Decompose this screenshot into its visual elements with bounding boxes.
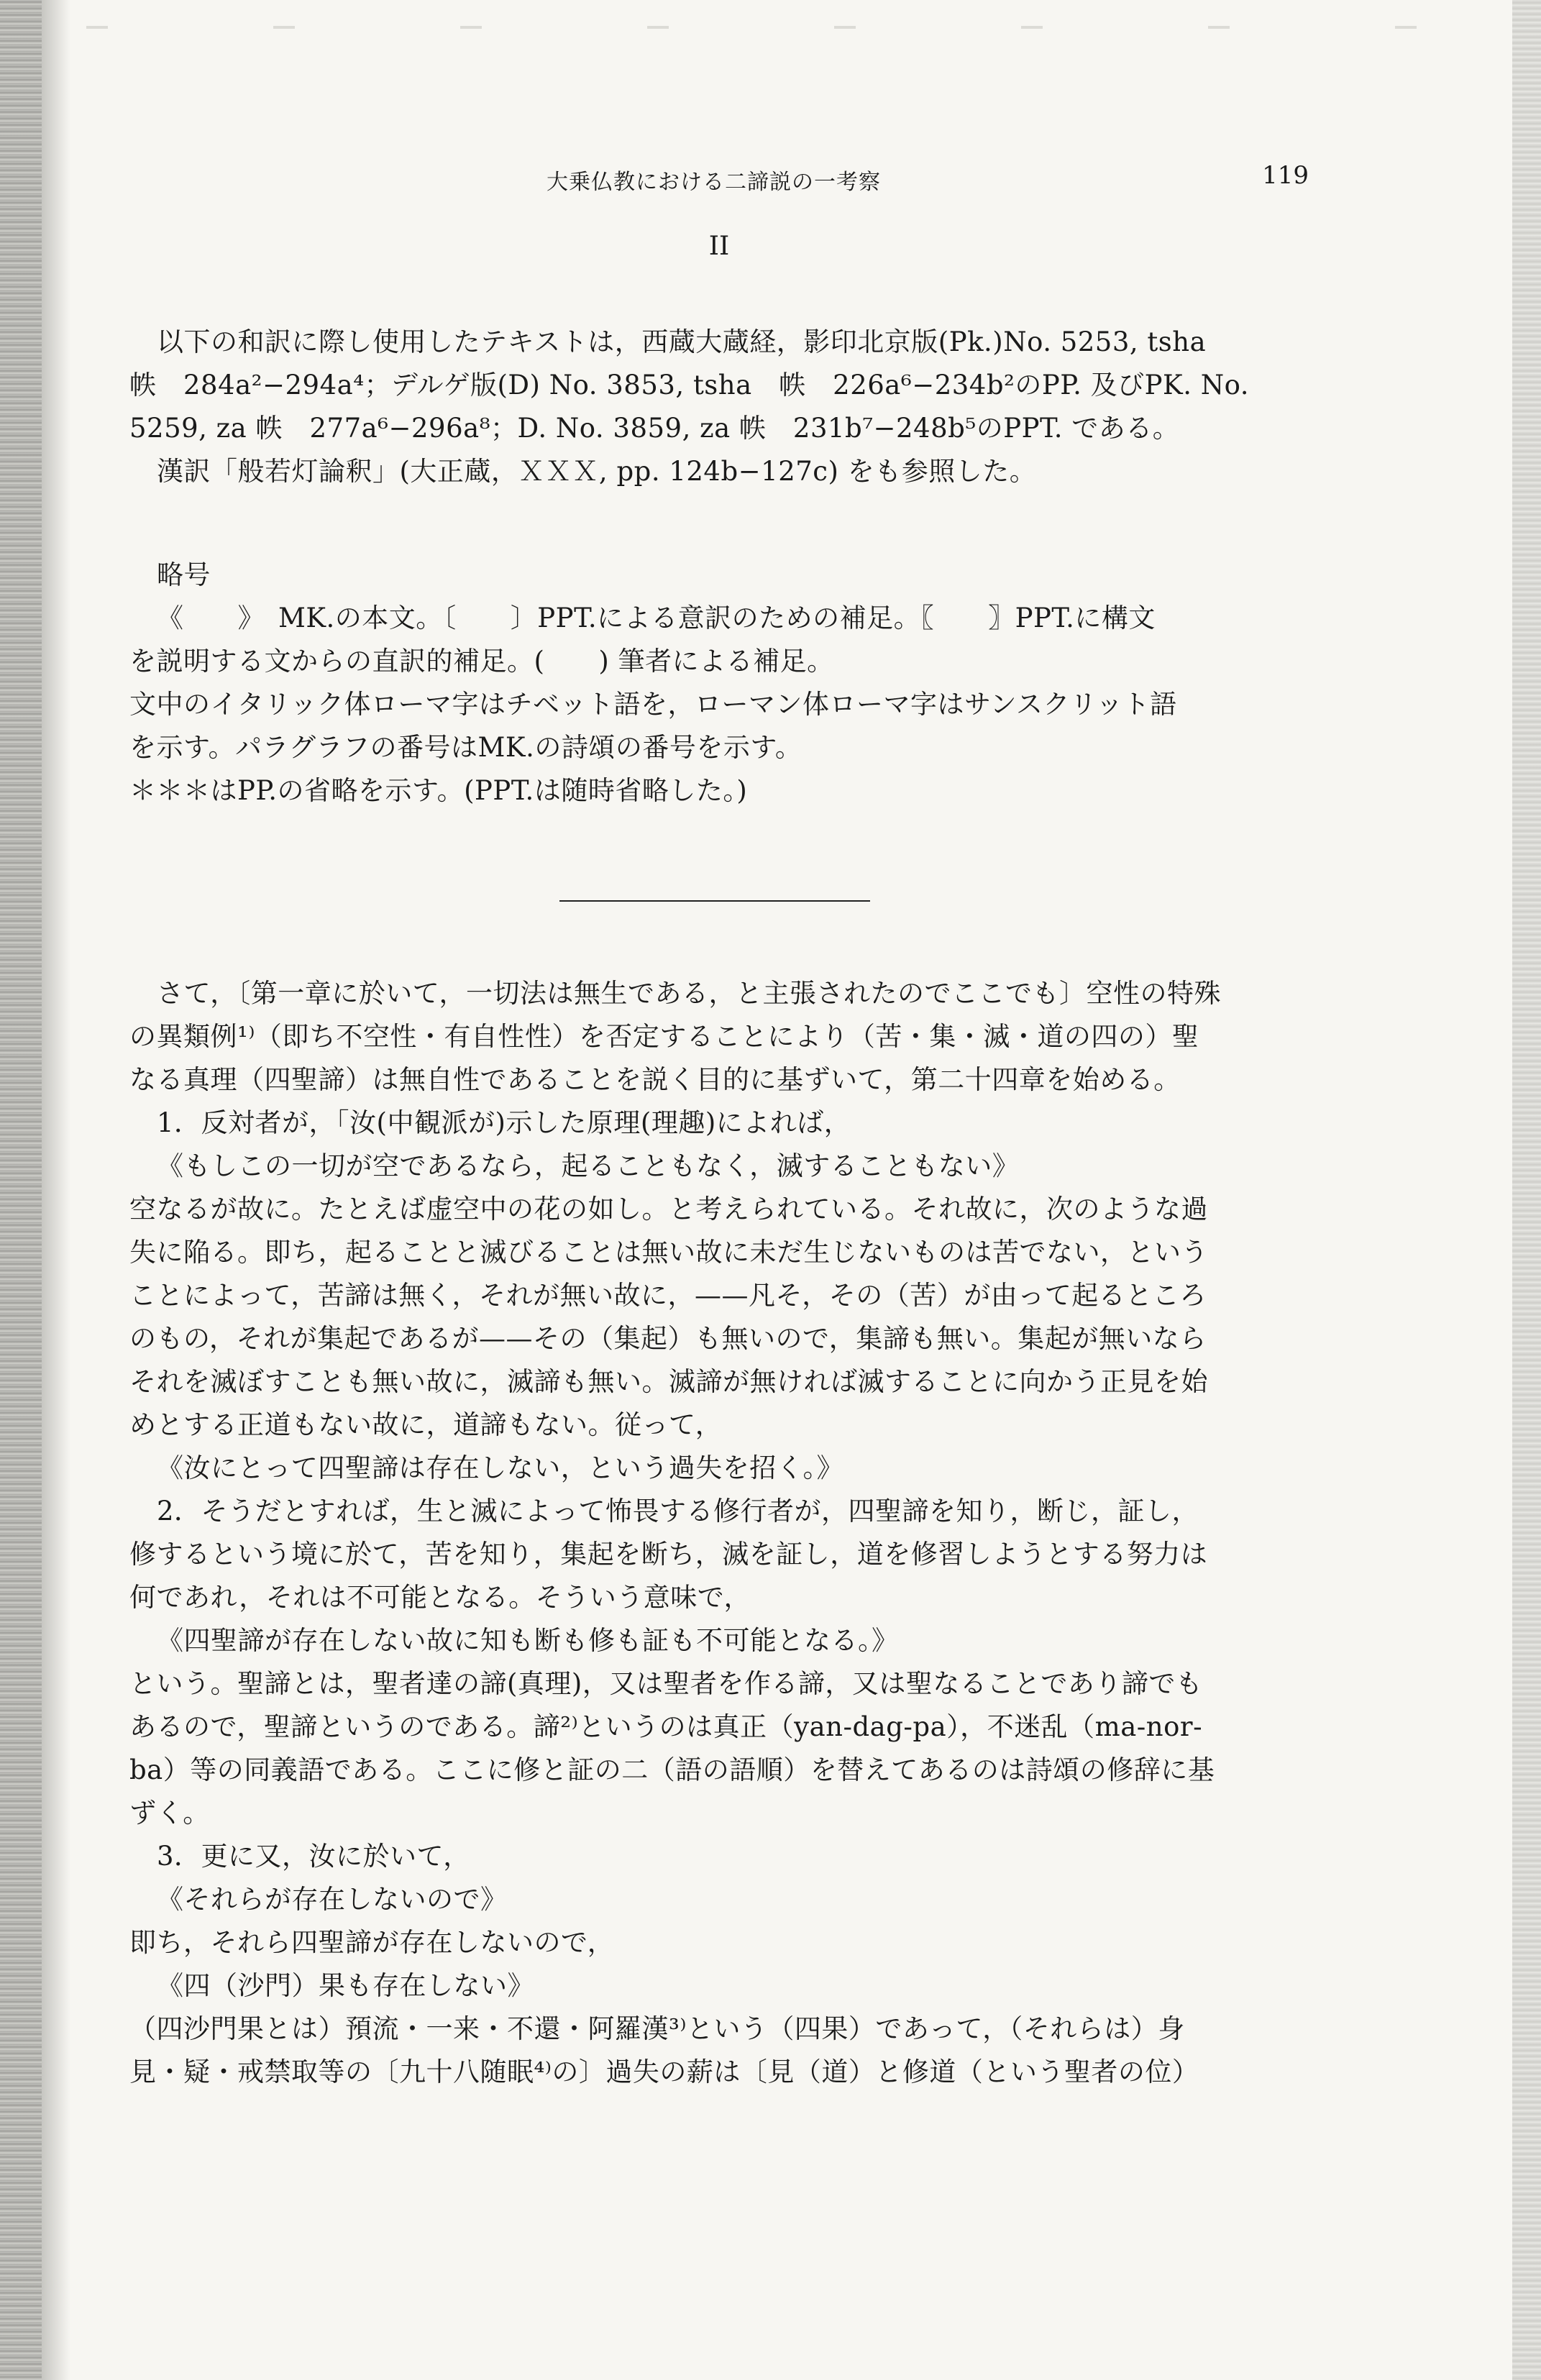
body-line: あるので，聖諦というのである。諦²⁾というのは真正（yan-dag-pa），不迷乱（ma-nor-: [129, 1711, 1203, 1742]
body-line: 即ち，それら四聖諦が存在しないので，: [129, 1927, 615, 1958]
body-line: 《四（沙門）果も存在しない》: [157, 1970, 534, 2001]
body-line: 何であれ，それは不可能となる。そういう意味で，: [129, 1582, 751, 1613]
page-edge: [1512, 0, 1541, 2380]
running-title: 大乗仏教における二諦説の一考察: [547, 170, 881, 195]
intro-line: 帙 284a²−294a⁴；デルゲ版(D) No. 3853, tsha 帙 226a⁶−234b²のPP. 及びPK. No.: [129, 370, 1249, 401]
body-line: 《汝にとって四聖諦は存在しない，という過失を招く。》: [157, 1452, 844, 1483]
body-line: 3．更に又，汝に於いて，: [157, 1841, 470, 1872]
body-line: なる真理（四聖諦）は無自性であることを説く目的に基ずいて，第二十四章を始める。: [129, 1064, 1181, 1095]
body-line: さて，〔第一章に於いて，一切法は無生である，と主張されたのでここでも〕空性の特殊: [157, 978, 1222, 1009]
abbrev-line: を説明する文からの直訳的補足。( ) 筆者による補足。: [129, 646, 834, 677]
body-line: 見・疑・戒禁取等の〔九十八随眠⁴⁾の〕過失の薪は〔見（道）と修道（という聖者の位）: [129, 2056, 1199, 2087]
body-line: 1．反対者が，「汝(中観派が)示した原理(理趣)によれば，: [157, 1107, 851, 1138]
body-line: ずく。: [129, 1798, 210, 1829]
abbrev-line: 《 》 MK.の本文。〔 〕PPT.による意訳のための補足。〖 〗PPT.に構文: [157, 603, 1156, 633]
body-line: 《四聖諦が存在しない故に知も断も修も証も不可能となる。》: [157, 1625, 899, 1656]
body-line: めとする正道もない故に，道諦もない。従って，: [129, 1409, 723, 1440]
body-line: 失に陥る。即ち，起ることと滅びることは無い故に未だ生じないものは苦でない，という: [129, 1237, 1208, 1268]
section-divider: [559, 900, 870, 902]
body-line: 《それらが存在しないので》: [157, 1884, 508, 1915]
abbrev-line: を示す。パラグラフの番号はMK.の詩頌の番号を示す。: [129, 732, 802, 763]
abbreviations: [129, 554, 1309, 813]
intro-line: 5259, za 帙 277a⁶−296a⁸；D. No. 3859, za 帙 231b⁷−248b⁵のPPT. である。: [129, 413, 1180, 444]
page-header: [129, 161, 1309, 207]
translation-body: [129, 972, 1309, 2094]
abbrev-line: ＊＊＊はPP.の省略を示す。(PPT.は随時省略した。): [129, 775, 748, 806]
body-line: それを滅ぼすことも無い故に，滅諦も無い。滅諦が無ければ滅することに向かう正見を始: [129, 1366, 1208, 1397]
body-line: 修するという境に於て，苦を知り，集起を断ち，滅を証し，道を修習しようとする努力は: [129, 1539, 1208, 1570]
intro-paragraph: [129, 321, 1309, 493]
body-line: のもの，それが集起であるが——その（集起）も無いので，集諦も無い。集起が無いなら: [129, 1323, 1207, 1354]
abbrev-line: 文中のイタリック体ローマ字はチベット語を，ローマン体ローマ字はサンスクリット語: [129, 689, 1177, 720]
page-number: 119: [1262, 161, 1309, 190]
gutter-shadow: [42, 0, 70, 2380]
body-line: の異類例¹⁾（即ち不空性・有自性性）を否定することにより（苦・集・滅・道の四の）聖: [129, 1021, 1199, 1052]
intro-line: 漢訳「般若灯論釈」(大正蔵，ＸＸＸ, pp. 124b−127c) をも参照した。: [157, 456, 1037, 487]
body-line: 空なるが故に。たとえば虚空中の花の如し。と考えられている。それ故に，次のような過: [129, 1194, 1208, 1225]
scan-top-marks: [0, 26, 1541, 29]
intro-line: 以下の和訳に際し使用したテキストは，西蔵大蔵経，影印北京版(Pk.)No. 5253, tsha: [157, 326, 1207, 357]
abbrev-title: 略号: [157, 559, 211, 590]
body-line: ことによって，苦諦は無く，それが無い故に，——凡そ，その（苦）が由って起るところ: [129, 1280, 1207, 1311]
body-line: 《もしこの一切が空であるなら，起ることもなく，滅することもない》: [157, 1150, 1020, 1181]
body-line: 2．そうだとすれば，生と滅によって怖畏する修行者が，四聖諦を知り，断じ，証し，: [157, 1496, 1199, 1527]
body-line: ba）等の同義語である。ここに修と証の二（語の語順）を替えてあるのは詩頌の修辞に基: [129, 1754, 1215, 1785]
body-line: という。聖諦とは，聖者達の諦(真理)，又は聖者を作る諦，又は聖なることであり諦でも: [129, 1668, 1203, 1699]
section-heading: II: [708, 232, 730, 261]
book-spine-shadow: [0, 0, 42, 2380]
body-line: （四沙門果とは）預流・一来・不還・阿羅漢³⁾という（四果）であって，（それらは）身: [129, 2013, 1185, 2044]
